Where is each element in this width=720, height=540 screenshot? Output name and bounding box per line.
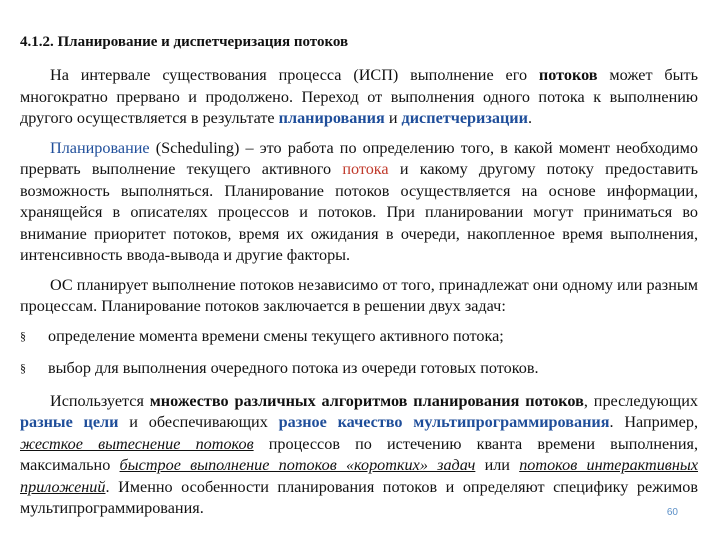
paragraph-os-scheduling: ОС планирует выполнение потоков независимо от того, принадлежат они одному или разным процессам. Планирование потоков заключается в решении двух задач: <box>20 275 698 315</box>
list-item: § выбор для выполнения очередного потока из очереди готовых потоков. <box>20 358 698 380</box>
bullet-icon: § <box>20 328 26 343</box>
page-number: 60 <box>666 507 678 518</box>
bullet-icon: § <box>20 361 26 375</box>
paragraph-threads-intro: На интервале существования процесса (ИСП) выполнение его потоков может быть многократно прервано и продолжено. Переход от выполнения одного потока к выполнению другого осуществляется в результате планирования и диспетчеризации. <box>20 66 698 127</box>
paragraph-algorithms: Используется множество различных алгоритмов планирования потоков, преследующих разные цели и обеспечивающих разное качество мультипрограммирования. Например, жесткое вытеснение потоков процессов по истечению кванта времени выполнения, максимально быстрое выполнение потоков «коротких» задач или потоков интерактивных приложений. Именно особенности планирования потоков и определяют специфику режимов мультипрограммирования. <box>20 391 699 517</box>
section-heading: 4.1.2. Планирование и диспетчеризация потоков <box>20 34 349 50</box>
list-item: § определение момента времени смены текущего активного потока; <box>20 326 698 348</box>
paragraph-scheduling-definition: Планирование (Scheduling) – это работа по определению того, в какой момент необходимо прервать выполнение текущего активного потока и какому другому потоку предоставить возможность выполняться. Планирование потоков осуществляется на основе информации, хранящейся в описателях процессов и потоков. При планировании могут приниматься во внимание приоритет потоков, время их ожидания в очереди, накопленное время выполнения, интенсивность ввода-вывода и другие факторы. <box>20 138 698 264</box>
task-list <box>20 326 698 380</box>
slide-content <box>20 34 698 528</box>
